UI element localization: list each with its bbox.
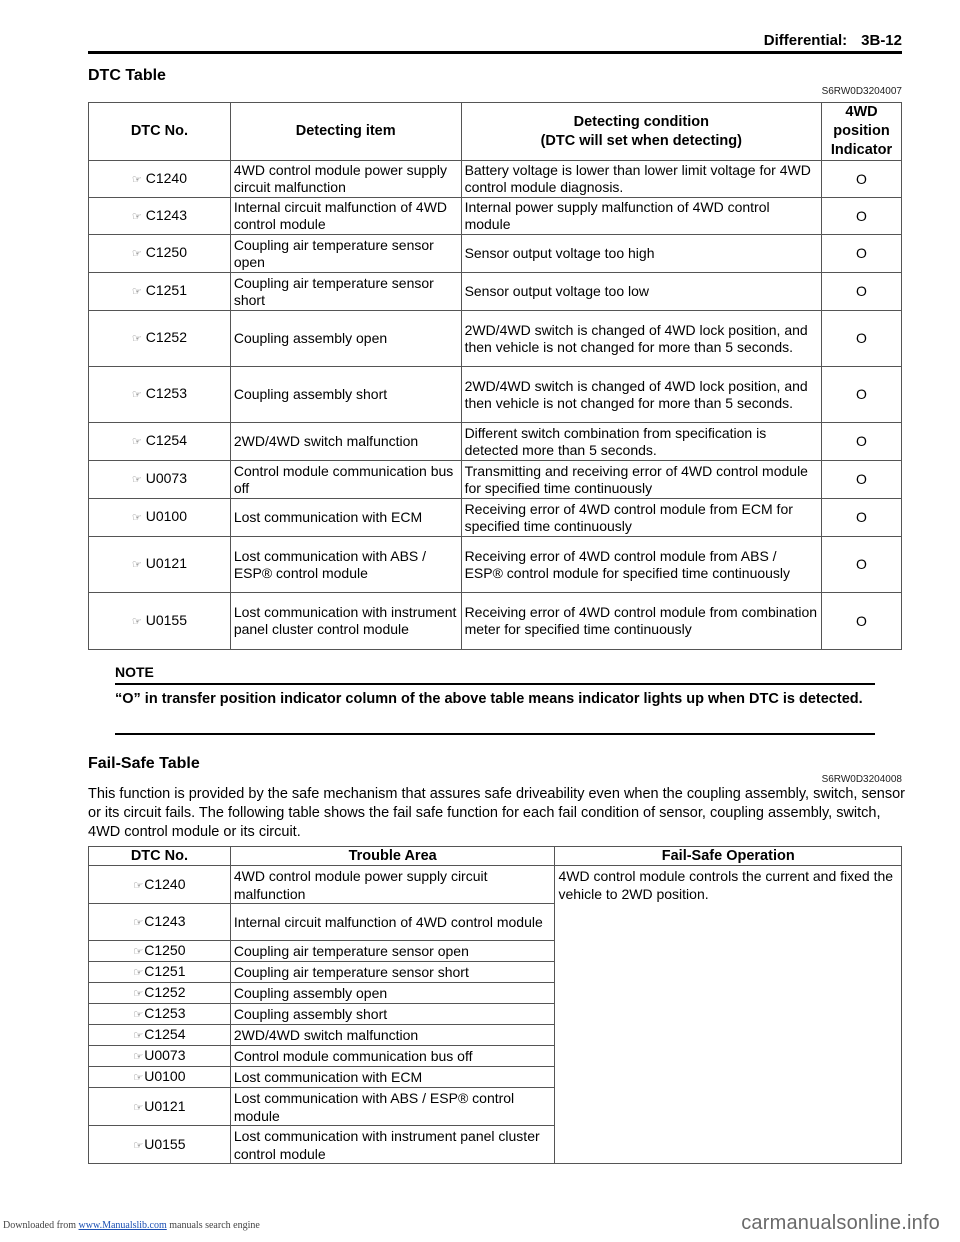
failsafe-section-code: S6RW0D3204008 bbox=[821, 774, 902, 785]
manualslib-link[interactable]: www.Manualslib.com bbox=[78, 1220, 167, 1231]
dtc-cell[interactable] bbox=[89, 367, 231, 423]
table-row bbox=[89, 461, 902, 499]
detecting-item-cell: Coupling air temperature sensor short bbox=[230, 273, 461, 311]
indicator-cell: O bbox=[822, 311, 902, 367]
detecting-condition-cell: Receiving error of 4WD control module from combination meter for specified time continuously bbox=[461, 593, 821, 650]
dtc-cell[interactable] bbox=[89, 941, 231, 962]
page-number: 3B-12 bbox=[861, 32, 902, 49]
indicator-cell: O bbox=[822, 235, 902, 273]
failsafe-intro: This function is provided by the safe mechanism that assures safe driveability even when the coupling assembly, switch, sensor or its circuit fails. The following table shows the fail safe function for each fail condition of sensor, coupling assembly, switch, 4WD control module or its circuit. bbox=[88, 786, 905, 840]
dtc-table bbox=[88, 102, 902, 650]
table-row bbox=[89, 273, 902, 311]
dtc-cell[interactable] bbox=[89, 461, 231, 499]
dtc-code: C1251 bbox=[144, 963, 186, 979]
table-row bbox=[89, 367, 902, 423]
table-row bbox=[89, 198, 902, 235]
reference-hand-icon: ☞ bbox=[131, 615, 142, 628]
detecting-condition-cell: Internal power supply malfunction of 4WD control module bbox=[461, 198, 821, 235]
dtc-code: C1251 bbox=[145, 282, 187, 298]
detecting-item-cell: Lost communication with instrument panel cluster control module bbox=[230, 593, 461, 650]
dtc-section-code: S6RW0D3204007 bbox=[821, 86, 902, 97]
col-header-detecting-condition bbox=[461, 103, 821, 161]
indicator-cell: O bbox=[822, 198, 902, 235]
reference-hand-icon: ☞ bbox=[131, 512, 142, 524]
indicator-cell: O bbox=[822, 461, 902, 499]
reference-hand-icon: ☞ bbox=[133, 946, 144, 958]
detecting-condition-cell: Sensor output voltage too low bbox=[461, 273, 821, 311]
dtc-cell[interactable] bbox=[89, 593, 231, 650]
reference-hand-icon: ☞ bbox=[131, 474, 142, 486]
trouble-area-cell: Lost communication with ABS / ESP® control module bbox=[230, 1088, 555, 1126]
footer-download-note bbox=[3, 1220, 260, 1231]
dtc-cell[interactable] bbox=[89, 962, 231, 983]
reference-hand-icon: ☞ bbox=[133, 1139, 144, 1152]
reference-hand-icon: ☞ bbox=[133, 1101, 144, 1114]
dtc-code: C1240 bbox=[144, 875, 186, 892]
reference-hand-icon: ☞ bbox=[133, 879, 144, 892]
indicator-cell: O bbox=[822, 161, 902, 198]
note-top-rule bbox=[115, 683, 875, 685]
dtc-cell[interactable] bbox=[89, 1088, 231, 1126]
dtc-code: C1253 bbox=[144, 1005, 186, 1021]
col-header-line: position bbox=[833, 123, 890, 139]
col-header-trouble-area: Trouble Area bbox=[230, 847, 555, 866]
failsafe-table bbox=[88, 846, 902, 1164]
table-row bbox=[89, 161, 902, 198]
trouble-area-cell: Coupling assembly open bbox=[230, 983, 555, 1004]
detecting-item-cell: 2WD/4WD switch malfunction bbox=[230, 423, 461, 461]
col-header-detecting-item: Detecting item bbox=[230, 103, 461, 161]
col-header-line: Detecting condition bbox=[573, 113, 709, 130]
trouble-area-cell: Internal circuit malfunction of 4WD control module bbox=[230, 904, 555, 941]
reference-hand-icon: ☞ bbox=[131, 248, 142, 260]
col-header-dtc-no: DTC No. bbox=[89, 847, 231, 866]
trouble-area-cell: Coupling air temperature sensor short bbox=[230, 962, 555, 983]
page-header bbox=[764, 32, 902, 49]
dtc-cell[interactable] bbox=[89, 235, 231, 273]
dtc-cell[interactable] bbox=[89, 161, 231, 198]
indicator-cell: O bbox=[822, 367, 902, 423]
dtc-cell[interactable] bbox=[89, 198, 231, 235]
detecting-item-cell: Lost communication with ECM bbox=[230, 499, 461, 537]
detecting-item-cell: Coupling air temperature sensor open bbox=[230, 235, 461, 273]
note-text: “O” in transfer position indicator column of the above table means indicator lights up when DTC is detected. bbox=[115, 691, 863, 707]
col-header-line: 4WD bbox=[845, 104, 878, 120]
detecting-condition-cell: 2WD/4WD switch is changed of 4WD lock position, and then vehicle is not changed for more than 5 seconds. bbox=[461, 311, 821, 367]
dtc-cell[interactable] bbox=[89, 1067, 231, 1088]
table-row bbox=[89, 235, 902, 273]
dtc-cell[interactable] bbox=[89, 904, 231, 941]
reference-hand-icon: ☞ bbox=[131, 210, 142, 223]
detecting-condition-cell: Receiving error of 4WD control module from ABS / ESP® control module for specified time continuously bbox=[461, 537, 821, 593]
note-bottom-rule bbox=[115, 733, 875, 735]
dtc-code: C1253 bbox=[145, 385, 187, 401]
header-rule bbox=[88, 51, 902, 54]
page-section-name: Differential: bbox=[763, 32, 848, 49]
note-label: NOTE bbox=[115, 664, 154, 680]
dtc-cell[interactable] bbox=[89, 1046, 231, 1067]
failsafe-header-row bbox=[89, 847, 902, 866]
trouble-area-cell: Coupling air temperature sensor open bbox=[230, 941, 555, 962]
col-header-failsafe-operation: Fail-Safe Operation bbox=[555, 847, 902, 866]
dtc-code: C1254 bbox=[145, 432, 187, 448]
watermark: carmanualsonline.info bbox=[741, 1212, 940, 1234]
dtc-cell[interactable] bbox=[89, 1126, 231, 1164]
detecting-condition-cell: 2WD/4WD switch is changed of 4WD lock position, and then vehicle is not changed for more than 5 seconds. bbox=[461, 367, 821, 423]
dtc-code: C1254 bbox=[144, 1026, 186, 1042]
dtc-code: C1252 bbox=[144, 984, 186, 1000]
detecting-condition-cell: Transmitting and receiving error of 4WD control module for specified time continuously bbox=[461, 461, 821, 499]
trouble-area-cell: Control module communication bus off bbox=[230, 1046, 555, 1067]
dtc-cell[interactable] bbox=[89, 499, 231, 537]
dtc-code: U0121 bbox=[145, 555, 187, 571]
table-row bbox=[89, 593, 902, 650]
reference-hand-icon: ☞ bbox=[131, 436, 142, 448]
reference-hand-icon: ☞ bbox=[133, 1009, 144, 1021]
col-header-line: Indicator bbox=[830, 142, 893, 158]
reference-hand-icon: ☞ bbox=[131, 173, 142, 186]
reference-hand-icon: ☞ bbox=[131, 389, 142, 401]
reference-hand-icon: ☞ bbox=[131, 559, 142, 571]
col-header-dtc-no: DTC No. bbox=[89, 103, 231, 161]
detecting-condition-cell: Sensor output voltage too high bbox=[461, 235, 821, 273]
dtc-table-title: DTC Table bbox=[88, 67, 166, 84]
failsafe-table-title: Fail-Safe Table bbox=[88, 755, 200, 772]
detecting-item-cell: Lost communication with ABS / ESP® control module bbox=[230, 537, 461, 593]
detecting-item-cell: Internal circuit malfunction of 4WD control module bbox=[230, 198, 461, 235]
dtc-cell[interactable] bbox=[89, 537, 231, 593]
dtc-cell[interactable] bbox=[89, 983, 231, 1004]
table-row bbox=[89, 537, 902, 593]
dtc-cell[interactable] bbox=[89, 866, 231, 904]
indicator-cell: O bbox=[822, 537, 902, 593]
dtc-cell[interactable] bbox=[89, 311, 231, 367]
detecting-item-cell: 4WD control module power supply circuit malfunction bbox=[230, 161, 461, 198]
col-header-indicator bbox=[822, 103, 902, 161]
trouble-area-cell: 4WD control module power supply circuit malfunction bbox=[230, 866, 555, 904]
failsafe-operation-cell: 4WD control module controls the current and fixed the vehicle to 2WD position. bbox=[555, 866, 902, 1164]
indicator-cell: O bbox=[822, 273, 902, 311]
dtc-code: C1243 bbox=[144, 913, 186, 929]
footer-prefix: Downloaded from bbox=[3, 1220, 77, 1231]
reference-hand-icon: ☞ bbox=[131, 333, 142, 345]
reference-hand-icon: ☞ bbox=[133, 1072, 144, 1084]
dtc-code: C1250 bbox=[144, 942, 186, 958]
dtc-cell[interactable] bbox=[89, 1004, 231, 1025]
dtc-code: U0073 bbox=[144, 1047, 186, 1063]
dtc-code: U0100 bbox=[145, 508, 187, 524]
dtc-code: U0155 bbox=[145, 611, 187, 628]
dtc-code: C1243 bbox=[145, 206, 187, 223]
detecting-condition-cell: Receiving error of 4WD control module from ECM for specified time continuously bbox=[461, 499, 821, 537]
reference-hand-icon: ☞ bbox=[131, 286, 142, 298]
indicator-cell: O bbox=[822, 499, 902, 537]
footer-suffix: manuals search engine bbox=[169, 1220, 260, 1231]
detecting-item-cell: Coupling assembly short bbox=[230, 367, 461, 423]
col-header-line: (DTC will set when detecting) bbox=[540, 132, 742, 149]
reference-hand-icon: ☞ bbox=[133, 988, 144, 1000]
dtc-cell[interactable] bbox=[89, 1025, 231, 1046]
trouble-area-cell: Lost communication with instrument panel cluster control module bbox=[230, 1126, 555, 1164]
table-row bbox=[89, 499, 902, 537]
indicator-cell: O bbox=[822, 593, 902, 650]
dtc-code: U0121 bbox=[144, 1097, 186, 1114]
table-row bbox=[89, 311, 902, 367]
detecting-condition-cell: Battery voltage is lower than lower limit voltage for 4WD control module diagnosis. bbox=[461, 161, 821, 198]
dtc-code: C1252 bbox=[145, 329, 187, 345]
detecting-item-cell: Control module communication bus off bbox=[230, 461, 461, 499]
dtc-code: U0100 bbox=[144, 1068, 186, 1084]
dtc-cell[interactable] bbox=[89, 423, 231, 461]
dtc-cell[interactable] bbox=[89, 273, 231, 311]
detecting-item-cell: Coupling assembly open bbox=[230, 311, 461, 367]
trouble-area-cell: Lost communication with ECM bbox=[230, 1067, 555, 1088]
table-row bbox=[89, 866, 902, 904]
table-row bbox=[89, 423, 902, 461]
trouble-area-cell: 2WD/4WD switch malfunction bbox=[230, 1025, 555, 1046]
reference-hand-icon: ☞ bbox=[133, 967, 144, 979]
dtc-code: U0155 bbox=[144, 1135, 186, 1152]
indicator-cell: O bbox=[822, 423, 902, 461]
dtc-code: C1250 bbox=[145, 244, 187, 260]
dtc-table-header-row bbox=[89, 103, 902, 161]
dtc-code: C1240 bbox=[145, 169, 187, 186]
dtc-code: U0073 bbox=[145, 470, 187, 486]
reference-hand-icon: ☞ bbox=[133, 1051, 144, 1063]
detecting-condition-cell: Different switch combination from specification is detected more than 5 seconds. bbox=[461, 423, 821, 461]
trouble-area-cell: Coupling assembly short bbox=[230, 1004, 555, 1025]
reference-hand-icon: ☞ bbox=[133, 1030, 144, 1042]
reference-hand-icon: ☞ bbox=[133, 917, 144, 929]
